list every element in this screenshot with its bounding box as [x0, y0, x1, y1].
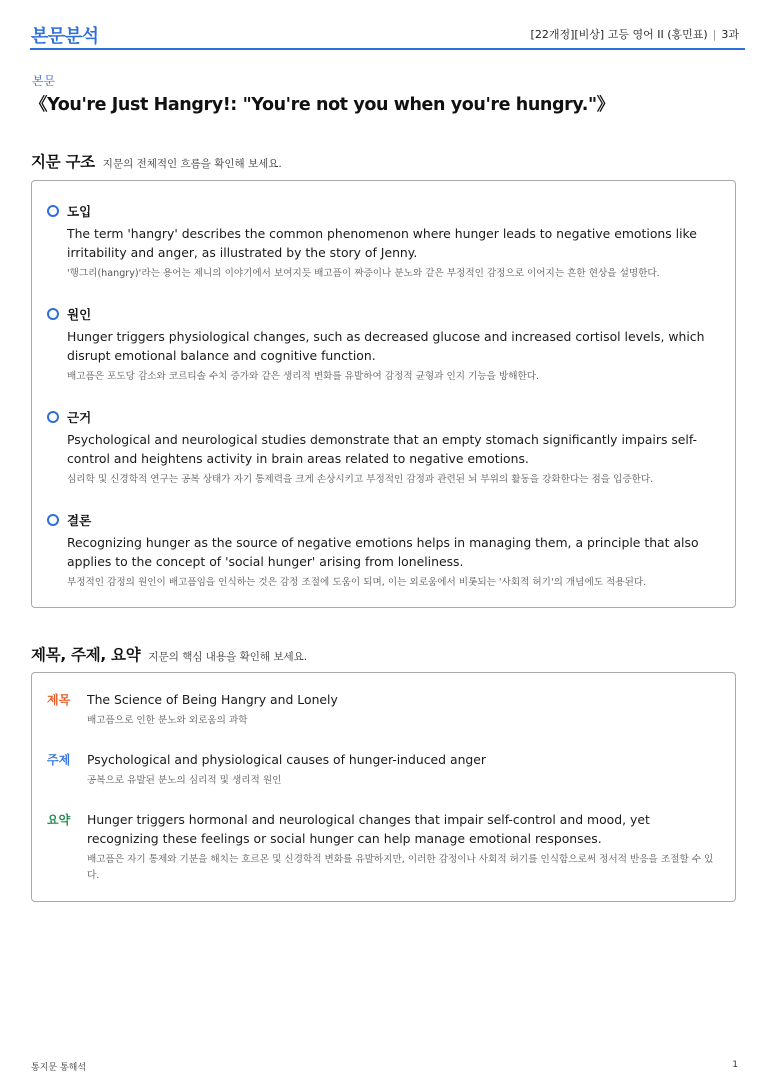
- header-separator: |: [712, 28, 717, 41]
- structure-item-cause: [32, 305, 735, 408]
- textbook-info: [22개정][비상] 고등 영어 II (홍민표): [530, 28, 708, 41]
- structure-item-conclusion: [32, 511, 735, 601]
- passage-label: 본문: [32, 74, 56, 88]
- structure-item-english: Psychological and neurological studies demonstrate that an empty stomach significantly impairs self-control and heightens activity in brain areas related to negative emotions.: [67, 432, 698, 466]
- structure-item-english: Hunger triggers physiological changes, such as decreased glucose and increased cortisol levels, which disrupt emotional balance and cognitive function.: [67, 329, 705, 363]
- structure-item-english: Recognizing hunger as the source of negative emotions helps in managing them, a principle that also applies to the concept of 'social hunger' arising from loneliness.: [67, 535, 699, 569]
- page-number: 1: [732, 1060, 738, 1070]
- structure-heading-text: 지문 구조: [31, 153, 95, 171]
- summary-heading: [31, 643, 307, 665]
- summary-item-korean: 배고픔으로 인한 분노와 외로움의 과학: [87, 715, 248, 726]
- bullet-ring-icon: [47, 514, 59, 526]
- structure-item-label: 도입: [67, 204, 92, 219]
- footer-label: 통지문 통해석: [31, 1063, 87, 1073]
- structure-item-intro: [32, 202, 735, 305]
- page-header: [30, 18, 745, 50]
- summary-item-korean: 배고픔은 자기 통제와 기분을 해치는 호르몬 및 신경학적 변화를 유발하지만, 이러한 감정이나 사회적 허기를 인식함으로써 정서적 반응을 조절할 수 있다.: [87, 854, 714, 881]
- structure-item-korean: 심리학 및 신경학적 연구는 공복 상태가 자기 통제력을 크게 손상시키고 부정적인 감정과 관련된 뇌 부위의 활동을 강화한다는 점을 입증한다.: [67, 474, 654, 485]
- structure-item-label: 근거: [67, 410, 92, 425]
- structure-item-english: The term 'hangry' describes the common phenomenon where hunger leads to negative emotions like irritability and anger, as illustrated by the story of Jenny.: [67, 226, 697, 260]
- structure-box: [31, 180, 736, 608]
- summary-tag-topic: 주제: [47, 753, 71, 767]
- summary-box: [31, 672, 736, 902]
- summary-item-english: Hunger triggers hormonal and neurological changes that impair self-control and mood, yet recognizing these feelings or social hunger can help manage emotional responses.: [87, 812, 650, 846]
- summary-item-english: Psychological and physiological causes of hunger-induced anger: [87, 752, 487, 767]
- lesson-number: 3과: [721, 28, 739, 41]
- structure-heading: [31, 150, 282, 172]
- passage-title: 《You're Just Hangry!: "You're not you when you're hungry."》: [30, 95, 614, 115]
- structure-item-label: 원인: [67, 307, 92, 322]
- summary-item-title: [32, 690, 735, 750]
- brand-title: 본문분석: [31, 26, 99, 47]
- summary-heading-text: 제목, 주제, 요약: [31, 646, 141, 664]
- summary-item-topic: [32, 750, 735, 810]
- structure-subheading: 지문의 전체적인 흐름을 확인해 보세요.: [102, 158, 282, 170]
- bullet-ring-icon: [47, 308, 59, 320]
- summary-item-korean: 공복으로 유발된 분노의 심리적 및 생리적 원인: [87, 775, 282, 786]
- structure-item-korean: 부정적인 감정의 원인이 배고픔임을 인식하는 것은 감정 조절에 도움이 되며, 이는 외로움에서 비롯되는 '사회적 허기'의 개념에도 적용된다.: [67, 577, 647, 588]
- structure-item-label: 결론: [67, 513, 92, 528]
- header-meta: [531, 26, 739, 42]
- structure-item-korean: 배고픔은 포도당 감소와 코르티솔 수치 증가와 같은 생리적 변화를 유발하여 감정적 균형과 인지 기능을 방해한다.: [67, 371, 540, 382]
- summary-subheading: 지문의 핵심 내용을 확인해 보세요.: [148, 651, 308, 663]
- summary-item-english: The Science of Being Hangry and Lonely: [87, 692, 338, 707]
- summary-tag-summary: 요약: [47, 813, 71, 827]
- structure-item-evidence: [32, 408, 735, 511]
- summary-item-summary: [32, 810, 735, 895]
- structure-item-korean: '행그리(hangry)'라는 용어는 제니의 이야기에서 보여지듯 배고픔이 짜증이나 분노와 같은 부정적인 감정으로 이어지는 흔한 현상을 설명한다.: [67, 268, 660, 279]
- summary-tag-title: 제목: [47, 693, 71, 707]
- bullet-ring-icon: [47, 205, 59, 217]
- bullet-ring-icon: [47, 411, 59, 423]
